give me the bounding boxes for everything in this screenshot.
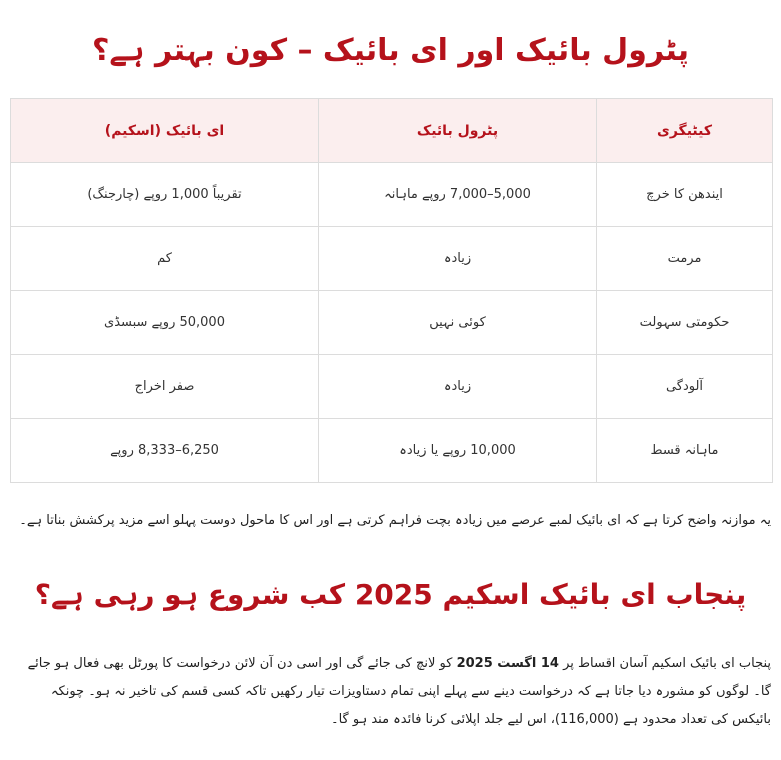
launch-paragraph: [9, 650, 771, 734]
table-cell: 10,000 روپے یا زیادہ: [319, 419, 597, 483]
comparison-summary: یہ موازنہ واضح کرتا ہے کہ ای بائیک لمبے عرصے میں زیادہ بچت فراہم کرتی ہے اور اس کا ماحول دوست پہلو اسے مزید پرکشش بناتا ہے۔: [19, 513, 771, 528]
table-cell: زیادہ: [319, 355, 597, 419]
header-petrol-bike: پٹرول بائیک: [319, 99, 597, 163]
table-row: [11, 227, 773, 291]
table-cell: مرمت: [597, 227, 773, 291]
comparison-table: [10, 98, 773, 483]
table-cell: زیادہ: [319, 227, 597, 291]
table-cell: آلودگی: [597, 355, 773, 419]
table-row: [11, 291, 773, 355]
table-cell: ماہانہ قسط: [597, 419, 773, 483]
header-category: کیٹیگری: [597, 99, 773, 163]
launch-text-before: پنجاب ای بائیک اسکیم آسان اقساط پر: [563, 656, 771, 671]
table-cell: کم: [11, 227, 319, 291]
table-row: [11, 355, 773, 419]
table-cell: حکومتی سہولت: [597, 291, 773, 355]
launch-date: 14 اگست 2025: [456, 656, 559, 671]
table-cell: ایندھن کا خرچ: [597, 163, 773, 227]
table-header-row: [11, 99, 773, 163]
table-cell: 50,000 روپے سبسڈی: [11, 291, 319, 355]
header-e-bike: ای بائیک (اسکیم): [11, 99, 319, 163]
table-cell: 6,250–8,333 روپے: [11, 419, 319, 483]
comparison-heading: پٹرول بائیک اور ای بائیک – کون بہتر ہے؟: [91, 33, 690, 68]
launch-text-after: کو لانچ کی جائے گی اور اسی دن آن لائن درخواست کا پورٹل بھی فعال ہو جائے گا۔ لوگوں کو مشورہ دیا جاتا ہے کہ درخواست دینے سے پہلے اپنی تمام دستاویزات تیار رکھیں تاکہ کسی قسم کی تاخیر نہ ہو۔ چونکہ بائیکس کی تعداد محدود ہے (116,000)، اس لیے جلد اپلائی کرنا فائدہ مند ہو گا۔: [27, 656, 771, 727]
table-cell: صفر اخراج: [11, 355, 319, 419]
table-row: [11, 163, 773, 227]
table-row: [11, 419, 773, 483]
table-cell: 5,000–7,000 روپے ماہانہ: [319, 163, 597, 227]
launch-heading: پنجاب ای بائیک اسکیم 2025 کب شروع ہو رہی ہے؟: [34, 578, 747, 611]
table-cell: تقریباً 1,000 روپے (چارجنگ): [11, 163, 319, 227]
table-cell: کوئی نہیں: [319, 291, 597, 355]
